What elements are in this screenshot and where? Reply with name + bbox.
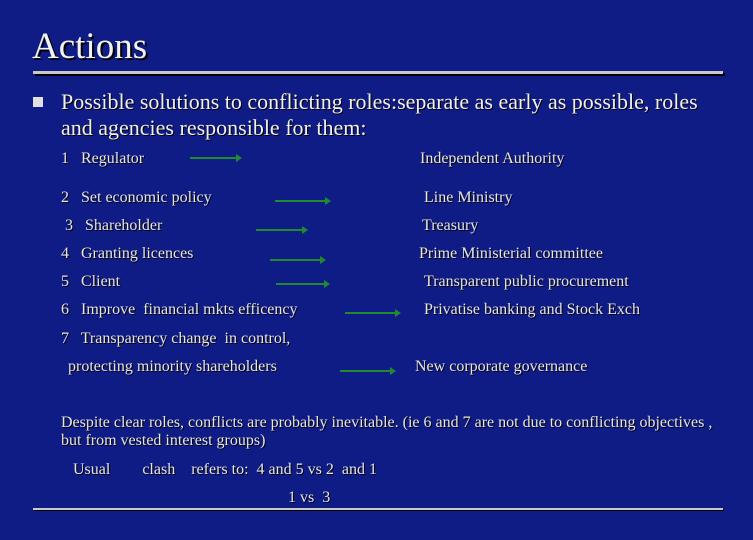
row-5-role: 5 Client <box>61 273 121 290</box>
slide-title: Actions <box>32 26 148 67</box>
intro-text: Possible solutions to conflicting roles:separate as early as possible, roles and agencies responsible for them: <box>61 89 698 140</box>
row-6-agency: Privatise banking and Stock Exch <box>424 301 640 318</box>
row-7-agency: New corporate governance <box>415 358 588 375</box>
row-1-agency: Independent Authority <box>420 150 565 167</box>
arrow-icon <box>190 153 242 163</box>
footer-divider <box>33 508 723 510</box>
row-2-agency: Line Ministry <box>424 189 513 206</box>
arrow-icon <box>276 279 330 289</box>
row-4-role: 4 Granting licences <box>61 245 194 262</box>
row-4-agency: Prime Ministerial committee <box>419 245 603 262</box>
arrow-icon <box>275 196 331 206</box>
row-7-role: 7 Transparency change in control, <box>61 330 291 347</box>
last-line: 1 vs 3 <box>288 489 331 506</box>
conflict-note: Despite clear roles, conflicts are probably inevitable. (ie 6 and 7 are not due to conflicting objectives , but from vested interest groups) <box>61 414 713 449</box>
arrow-icon <box>270 255 326 265</box>
row-6-role: 6 Improve financial mkts efficency <box>61 301 298 318</box>
row-7-role-continued: protecting minority shareholders <box>68 358 277 375</box>
arrow-icon <box>256 225 308 235</box>
bullet-square-icon <box>33 97 43 107</box>
row-1-role: 1 Regulator <box>61 150 145 167</box>
usual-clash-line: Usual clash refers to: 4 and 5 vs 2 and 1 <box>73 461 377 478</box>
arrow-icon <box>345 308 401 318</box>
row-3-agency: Treasury <box>422 217 479 234</box>
row-2-role: 2 Set economic policy <box>61 189 212 206</box>
arrow-icon <box>340 366 396 376</box>
row-3-role: 3 Shareholder <box>65 217 163 234</box>
row-5-agency: Transparent public procurement <box>424 273 629 290</box>
title-divider <box>33 71 723 74</box>
